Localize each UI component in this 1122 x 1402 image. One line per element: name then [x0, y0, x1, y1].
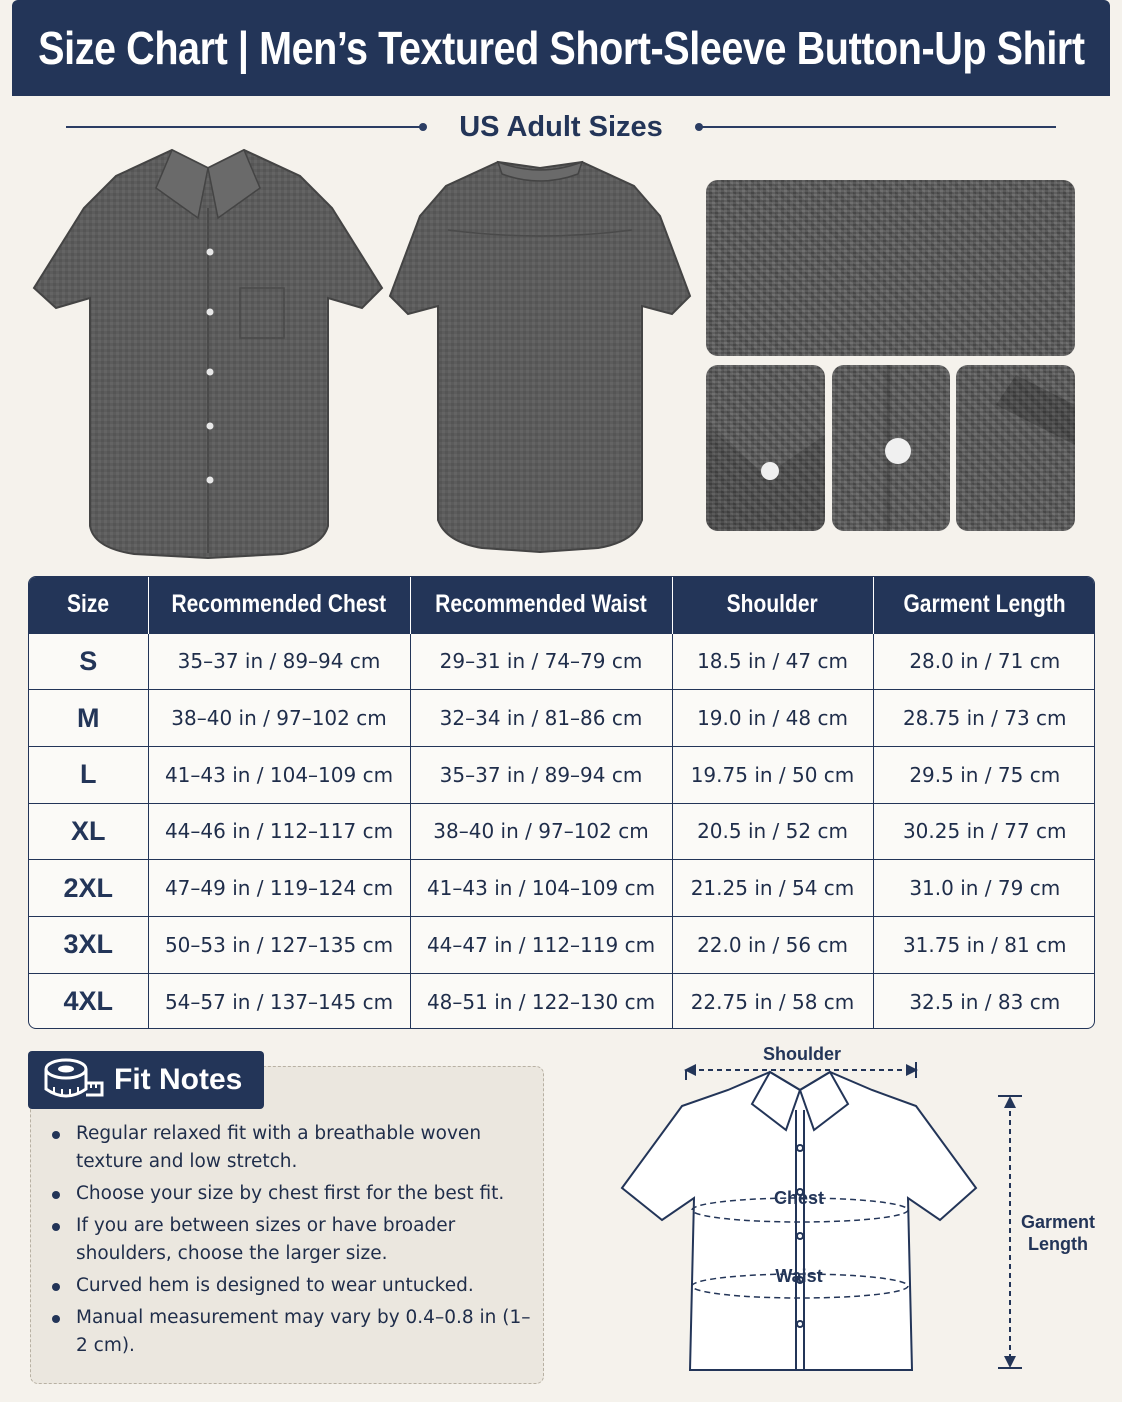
list-item: Manual measurement may vary by 0.4–0.8 in (1–2 cm).	[50, 1304, 536, 1360]
collar-detail-image	[706, 365, 825, 531]
size-cell: S	[29, 633, 148, 690]
list-item: If you are between sizes or have broader shoulders, choose the larger size.	[50, 1212, 536, 1268]
chest-cell: 38–40 in / 97–102 cm	[148, 690, 410, 747]
garment-length-label-line2: Length	[1028, 1234, 1088, 1254]
size-cell: L	[29, 746, 148, 803]
sleeve-cuff-detail-image	[956, 365, 1075, 531]
page-title: Size Chart | Men’s Textured Short-Sleeve Button-Up Shirt	[37, 22, 1085, 74]
list-item: Curved hem is designed to wear untucked.	[50, 1272, 536, 1300]
column-header-waist: Recommended Waist	[410, 577, 672, 633]
column-header-chest: Recommended Chest	[148, 577, 410, 633]
table-row	[29, 860, 1095, 917]
chest-label: Chest	[773, 1188, 824, 1208]
length-cell: 31.75 in / 81 cm	[873, 916, 1095, 973]
size-table	[28, 576, 1095, 1029]
length-cell: 32.5 in / 83 cm	[873, 973, 1095, 1029]
size-cell: 4XL	[29, 973, 148, 1029]
shoulder-cell: 21.25 in / 54 cm	[672, 860, 873, 917]
chest-cell: 54–57 in / 137–145 cm	[148, 973, 410, 1029]
size-cell: 2XL	[29, 860, 148, 917]
shoulder-cell: 20.5 in / 52 cm	[672, 803, 873, 860]
measuring-tape-icon	[42, 1055, 104, 1105]
chest-cell: 50–53 in / 127–135 cm	[148, 916, 410, 973]
waist-label: Waist	[775, 1266, 823, 1286]
length-cell: 28.75 in / 73 cm	[873, 690, 1095, 747]
garment-length-label-line1: Garment	[1020, 1212, 1096, 1232]
shoulder-cell: 19.75 in / 50 cm	[672, 746, 873, 803]
shoulder-cell: 19.0 in / 48 cm	[672, 690, 873, 747]
column-header-shoulder: Shoulder	[672, 577, 873, 633]
size-cell: XL	[29, 803, 148, 860]
length-cell: 28.0 in / 71 cm	[873, 633, 1095, 690]
shoulder-cell: 18.5 in / 47 cm	[672, 633, 873, 690]
table-row	[29, 803, 1095, 860]
subtitle-row	[66, 104, 1056, 150]
shirt-back-image	[388, 160, 692, 554]
divider-left	[66, 126, 425, 128]
button-detail-image	[832, 365, 950, 531]
length-cell: 29.5 in / 75 cm	[873, 746, 1095, 803]
waist-cell: 44–47 in / 112–119 cm	[410, 916, 672, 973]
shirt-front-image	[32, 148, 384, 562]
subtitle: US Adult Sizes	[459, 110, 663, 143]
column-header-length: Garment Length	[903, 590, 1066, 619]
chest-cell: 41–43 in / 104–109 cm	[148, 746, 410, 803]
chest-cell: 35–37 in / 89–94 cm	[148, 633, 410, 690]
divider-right	[697, 126, 1056, 128]
length-cell: 30.25 in / 77 cm	[873, 803, 1095, 860]
table-header-row	[29, 577, 1095, 633]
size-cell: 3XL	[29, 916, 148, 973]
table-row	[29, 916, 1095, 973]
shoulder-cell: 22.75 in / 58 cm	[672, 973, 873, 1029]
column-header-size: Size	[29, 577, 148, 633]
table-row	[29, 973, 1095, 1029]
fabric-texture-swatch	[706, 180, 1075, 356]
list-item: Regular relaxed fit with a breathable woven texture and low stretch.	[50, 1120, 536, 1176]
waist-cell: 29–31 in / 74–79 cm	[410, 633, 672, 690]
table-row	[29, 633, 1095, 690]
fit-notes-title: Fit Notes	[114, 1063, 243, 1096]
shoulder-label: Shoulder	[762, 1044, 841, 1064]
table-row	[29, 746, 1095, 803]
chest-cell: 44–46 in / 112–117 cm	[148, 803, 410, 860]
fit-notes-list	[50, 1120, 536, 1364]
shoulder-cell: 22.0 in / 56 cm	[672, 916, 873, 973]
waist-cell: 38–40 in / 97–102 cm	[410, 803, 672, 860]
chest-cell: 47–49 in / 119–124 cm	[148, 860, 410, 917]
size-cell: M	[29, 690, 148, 747]
table-row	[29, 690, 1095, 747]
waist-cell: 32–34 in / 81–86 cm	[410, 690, 672, 747]
fit-notes-header	[28, 1051, 264, 1109]
length-cell: 31.0 in / 79 cm	[873, 860, 1095, 917]
header-banner	[12, 0, 1110, 96]
waist-cell: 41–43 in / 104–109 cm	[410, 860, 672, 917]
waist-cell: 48–51 in / 122–130 cm	[410, 973, 672, 1029]
list-item: Choose your size by chest first for the best fit.	[50, 1180, 536, 1208]
waist-cell: 35–37 in / 89–94 cm	[410, 746, 672, 803]
